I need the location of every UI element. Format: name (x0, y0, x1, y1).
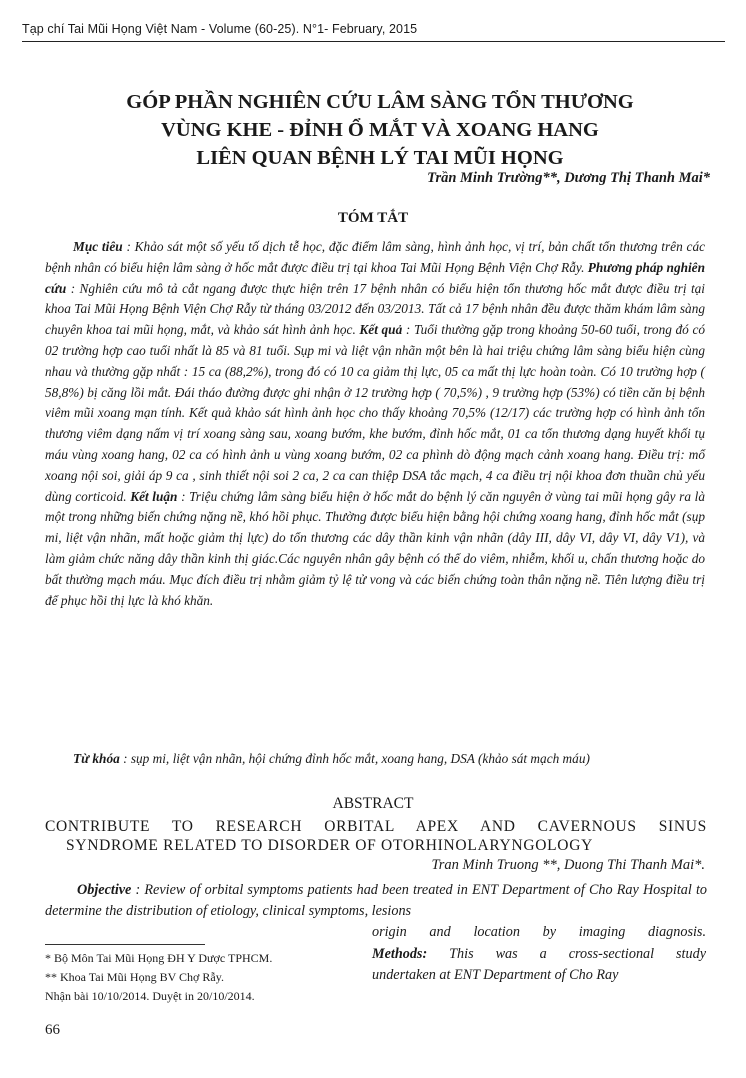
english-right-line-1: origin and location by imaging diagnosis. (372, 924, 706, 940)
english-methods-text: This was a cross-sectional study (427, 945, 706, 962)
english-objective-label: Objective (77, 882, 132, 898)
summary-body (45, 237, 705, 611)
summary-paragraph (45, 237, 705, 611)
english-abstract-objective (45, 880, 707, 922)
objective-label: Mục tiêu (73, 239, 123, 254)
english-methods-label: Methods: (372, 945, 428, 962)
method-text: : Nghiên cứu mô tả cắt ngang được thực hiện trên 17 bệnh nhân có biểu hiện tổn thương hốc mắt được điều trị tại khoa Tai Mũi Họng Bệnh Viện Chợ Rẫy từ tháng 03/2012 đến 03/2013. Tất cả 17 bệnh nhân đều được thăm khám lâm sàng chuyên khoa tai mũi họng, mắt, và khảo sát hình ảnh học. (45, 280, 705, 338)
english-objective-paragraph (45, 880, 707, 922)
keywords-paragraph (45, 749, 705, 770)
page-number: 66 (45, 1022, 60, 1038)
objective-text: : Khảo sát một số yếu tố dịch tễ học, đặc điểm lâm sàng, hình ảnh học, vị trí, bản chất tổn thương trên các bệnh nhân có biểu hiện lâm sàng ở hốc mắt được điều trị tại khoa Tai Mũi Họng Bệnh Viện Chợ Rẫy. (45, 239, 705, 275)
result-label: Kết quả (359, 322, 403, 338)
english-title-line-2: SYNDROME RELATED TO DISORDER OF OTORHINOLARYNGOLOGY (66, 837, 593, 854)
conclusion-label: Kết luận (130, 488, 178, 504)
conclusion-text: : Triệu chứng lâm sàng biểu hiện ở hốc mắt do bệnh lý căn nguyên ở vùng tai mũi họng gây ra là một trong những biến chứng nặng nề, khó hồi phục. Thường được biểu hiện bằng hội chứng xoang hang, đỉnh hốc mắt (sụp mi, liệt vận nhãn, mất hoặc giảm thị lực) do tổn thương các dây thần kinh vận nhãn (dây III, dây VI, dây VI, dây V1), và làm giảm chức năng dây thần kinh thị giác.Các nguyên nhân gây bệnh có thể do viêm, nhiễm, khối u, chấn thương hoặc do bất thường mạch máu. Mục đích điều trị nhằm giảm tỷ lệ tử vong và các biến chứng toàn thân nặng nề. Tiên lượng điều trị để phục hồi thị lực là khó khăn. (45, 488, 705, 608)
footnote-affiliation-2: ** Khoa Tai Mũi Họng BV Chợ Rẫy. (45, 970, 224, 984)
footnote-received: Nhận bài 10/10/2014. Duyệt in 20/10/2014. (45, 989, 255, 1003)
keywords-label: Từ khóa (73, 751, 120, 766)
article-authors: Trần Minh Trường**, Dương Thị Thanh Mai* (427, 170, 710, 186)
english-objective-text: : Review of orbital symptoms patients had been treated in ENT Department of Cho Ray Hospital to determine the distribution of etiology, clinical symptoms, lesions (45, 882, 707, 919)
english-right-line-2 (372, 944, 706, 966)
footnotes (45, 949, 365, 1006)
title-line-1: GÓP PHẦN NGHIÊN CỨU LÂM SÀNG TỔN THƯƠNG (126, 91, 634, 113)
result-text: : Tuổi thường gặp trong khoảng 50-60 tuổi, trong đó có 02 trường hợp cao tuổi nhất là 85 và 81 tuổi. Sụp mi và liệt vận nhãn một bên là hai triệu chứng lâm sàng biểu hiện cùng nhau và thường gặp nhất : 15 ca (88,2%), trong đó có 10 ca giảm thị lực, 05 ca mất thị lực hoàn toàn. Có 10 trường hợp ( 58,8%) bị căng lồi mắt. Đái tháo đường được ghi nhận ở 12 trường hợp ( 70,5%) , 9 trường hợp (53%) có tiền căn bị bệnh viêm mũi xoang mạn tính. Kết quả khảo sát hình ảnh học cho thấy khoảng 70,5% (12/17) các trường hợp có hình ảnh tổn thương viêm dạng nấm vị trí xoang sàng sau, xoang bướm, khe bướm, đỉnh hốc mắt, 01 ca tổn thương dạng huyết khối tụ máu vùng xoang hang, 02 ca có hình ảnh u vùng xoang bướm, 02 ca phình dò động mạch cảnh xoang hang. Điều trị: mổ xoang nội soi, giải áp 9 ca , sinh thiết nội soi 2 ca, 2 ca can thiệp DSA tắc mạch, 4 ca điều trị nội khoa đơn thuần chủ yếu dùng corticoid. (45, 322, 705, 504)
english-abstract-right-column (372, 922, 706, 987)
keywords (45, 749, 705, 770)
keywords-text: : sụp mi, liệt vận nhãn, hội chứng đỉnh hốc mắt, xoang hang, DSA (khảo sát mạch máu) (119, 751, 590, 766)
running-head: Tạp chí Tai Mũi Họng Việt Nam - Volume (60-25). N°1- February, 2015 (22, 22, 418, 36)
header-rule (22, 41, 725, 42)
summary-heading: TÓM TẮT (337, 210, 409, 226)
footnote-rule (45, 944, 205, 945)
footnote-affiliation-1: * Bộ Môn Tai Mũi Họng ĐH Y Dược TPHCM. (45, 951, 273, 965)
abstract-heading: ABSTRACT (332, 795, 414, 812)
english-title-line-1: CONTRIBUTE TO RESEARCH ORBITAL APEX AND CAVERNOUS SINUS (45, 818, 707, 835)
english-authors: Tran Minh Truong **, Duong Thi Thanh Mai*. (431, 857, 705, 873)
english-right-line-3: undertaken at ENT Department of Cho Ray (372, 967, 619, 983)
method-label: Phương pháp nghiên cứu (45, 259, 705, 296)
title-line-2: VÙNG KHE - ĐỈNH Ổ MẮT VÀ XOANG HANG (161, 119, 599, 141)
title-line-3: LIÊN QUAN BỆNH LÝ TAI MŨI HỌNG (196, 147, 564, 169)
article-title (60, 88, 700, 172)
